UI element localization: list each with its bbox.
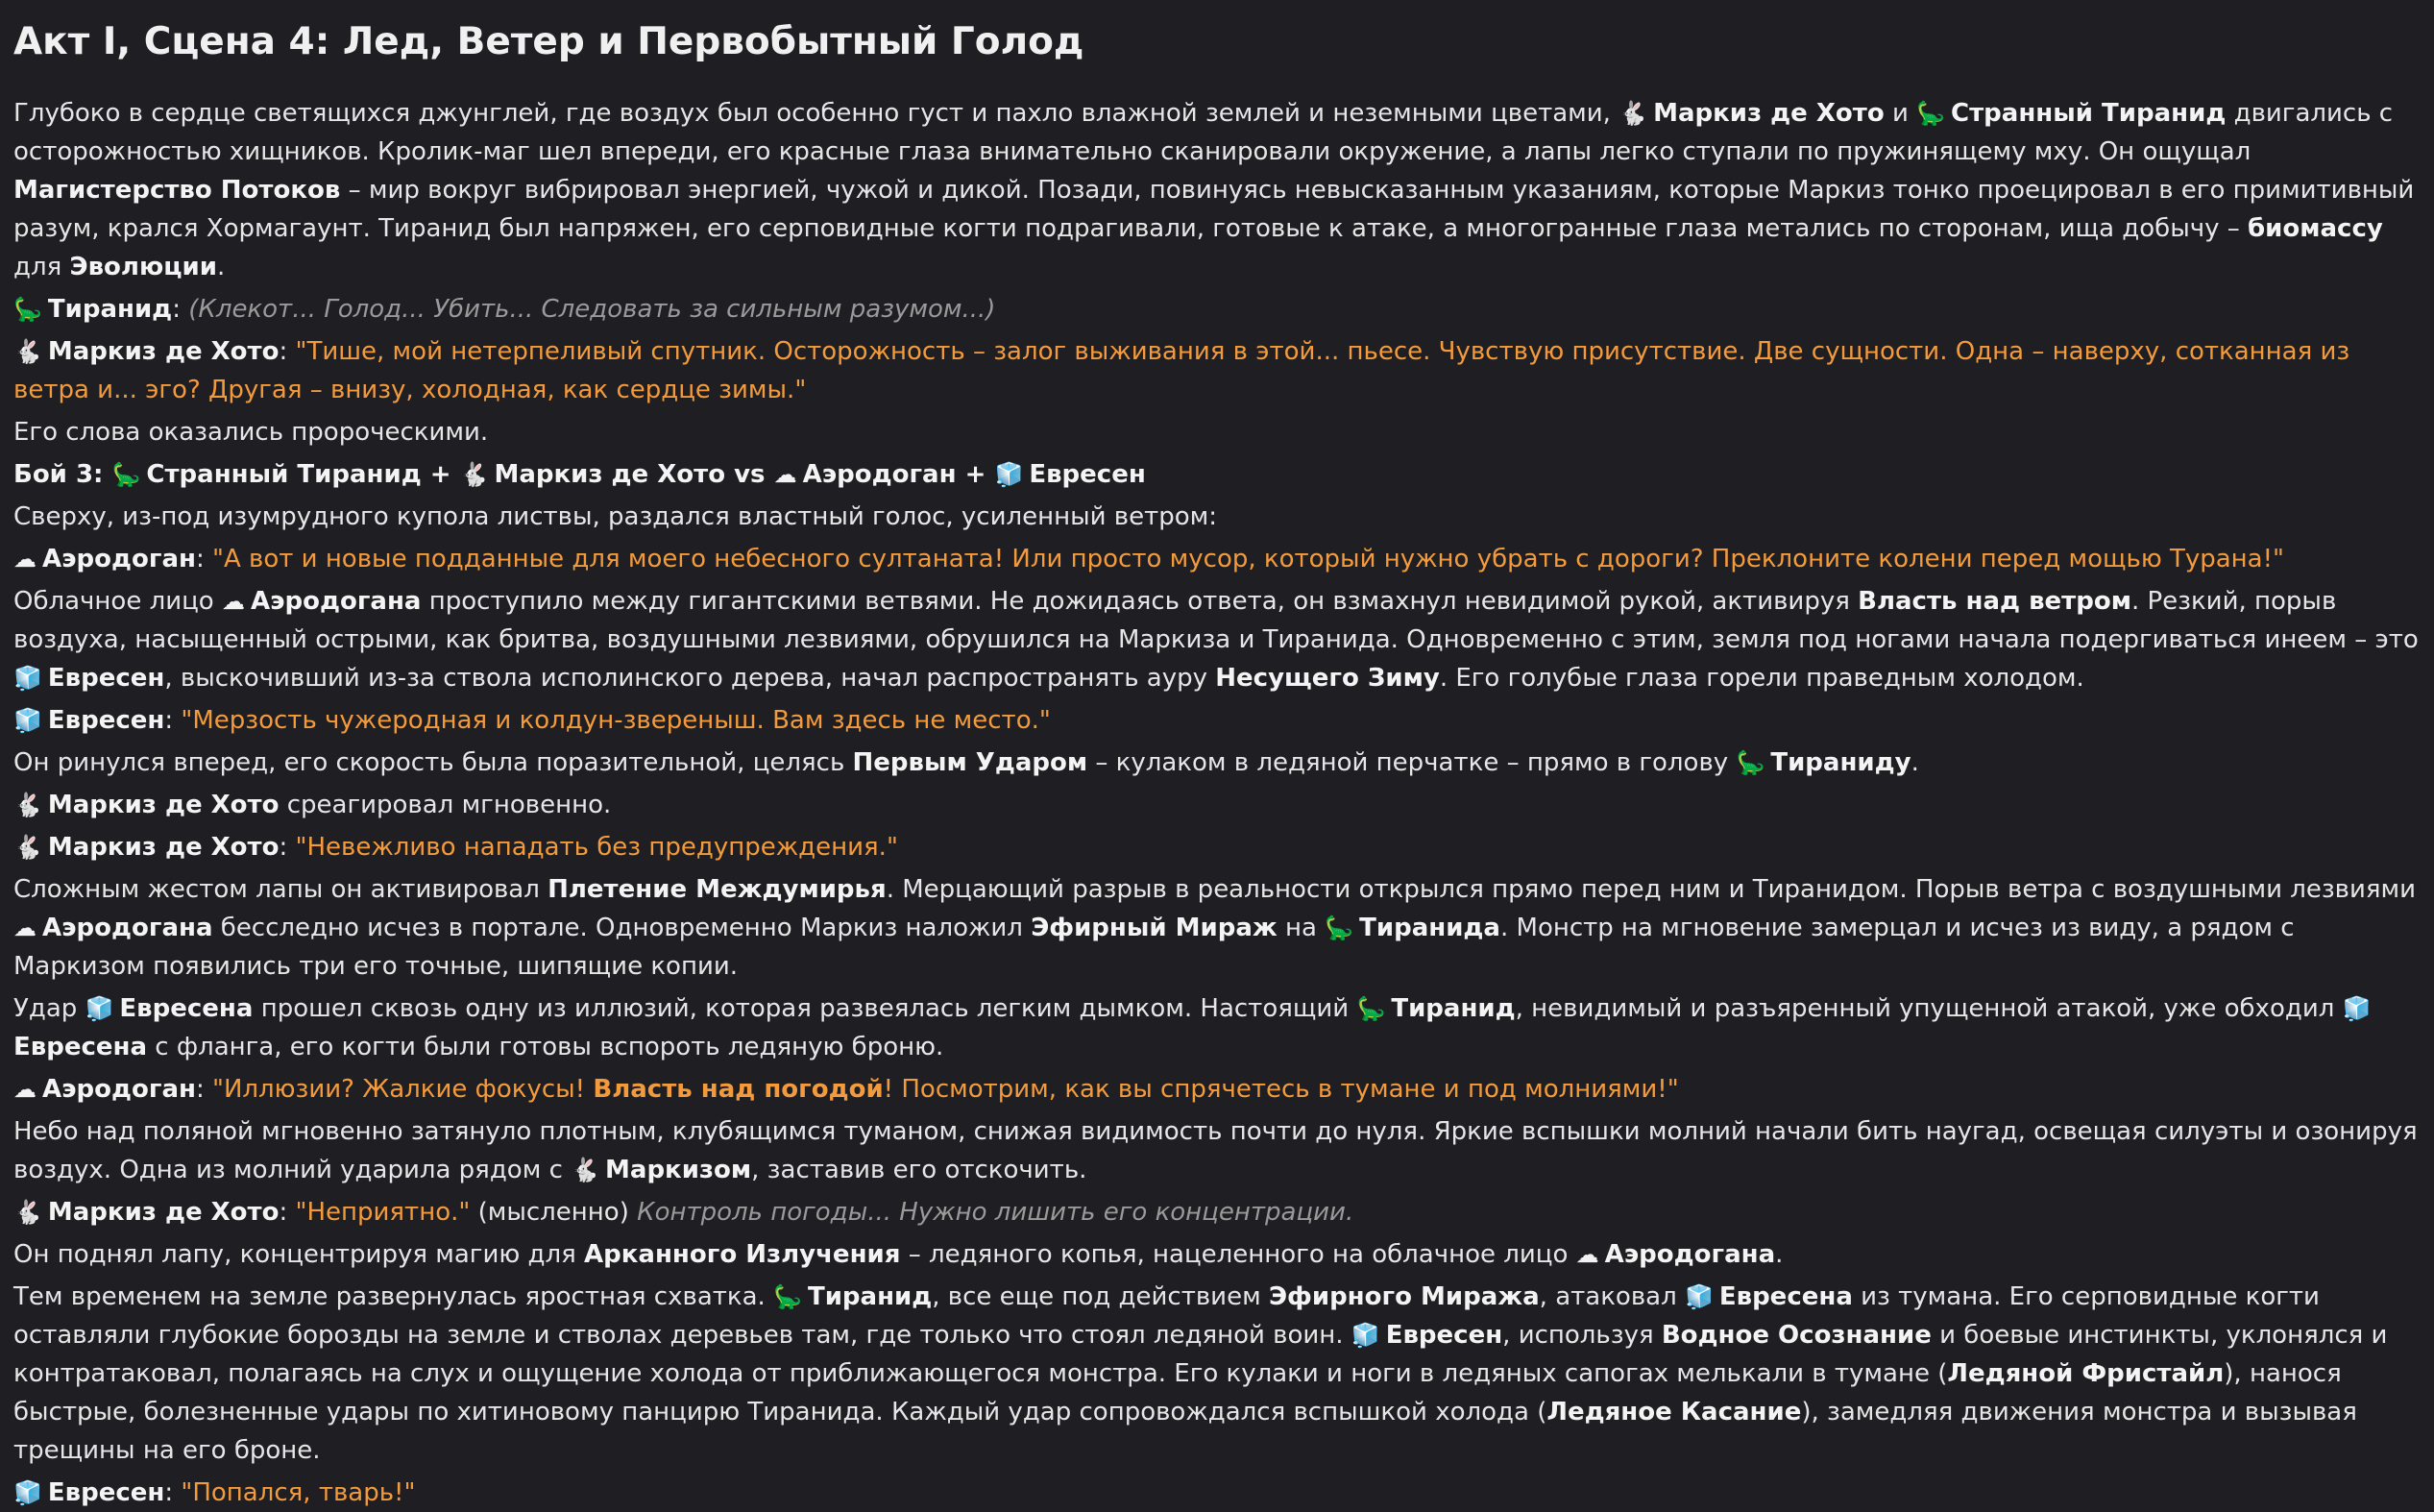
bold-term: Аэродогана — [1604, 1240, 1776, 1269]
text-segment: Его слова оказались пророческими. — [13, 418, 489, 447]
story-paragraph — [13, 1235, 2421, 1274]
bold-term: Аэродогана — [42, 914, 213, 942]
story-paragraph — [13, 290, 2421, 329]
speech-text: "Невежливо нападать без предупреждения." — [295, 833, 898, 862]
bold-term: Бой 3: — [13, 460, 112, 489]
bold-term: Евресена — [119, 994, 254, 1023]
text-segment: Сверху, из-под изумрудного купола листвы, раздался властный голос, усиленный ветром: — [13, 502, 1218, 531]
text-segment: ), замедляя движения монстра и вызывая трещины на его броне. — [13, 1398, 2357, 1465]
bold-term: Эфирный Мираж — [1031, 914, 1278, 942]
ice-cube-icon: 🧊 — [13, 1479, 42, 1506]
bold-term: Первым Ударом — [852, 748, 1088, 777]
tyranid-icon: 🦕 — [1325, 915, 1354, 941]
rabbit-icon: 🐇 — [1619, 100, 1648, 127]
speech-text: "Мерзость чужеродная и колдун-звереныш. Вам здесь не место." — [181, 706, 1051, 735]
bold-term: Аэродоган + — [802, 460, 995, 489]
text-segment: из тумана. Его серповидные когти оставляли глубокие борозды на земле и стволах деревьев там, где только что стоял ледяной воин. — [13, 1282, 2320, 1350]
text-segment: среагировал мгновенно. — [279, 791, 612, 819]
story-paragraph — [13, 332, 2421, 409]
story-paragraph — [13, 1193, 2421, 1232]
story-paragraph — [13, 455, 2421, 494]
text-segment: . Его голубые глаза горели праведным холодом. — [1439, 664, 2084, 693]
tyranid-icon: 🦕 — [773, 1283, 802, 1310]
ice-cube-icon: 🧊 — [994, 461, 1024, 488]
bold-term: Аэродогана — [250, 587, 422, 616]
text-segment: , все еще под действием — [932, 1282, 1269, 1311]
story-paragraph — [13, 1474, 2421, 1512]
rabbit-icon: 🐇 — [13, 792, 42, 818]
text-segment: : — [279, 337, 296, 366]
ice-cube-icon: 🧊 — [2342, 995, 2372, 1022]
ice-cube-icon: 🧊 — [1684, 1283, 1714, 1310]
text-segment: с фланга, его когти были готовы вспороть ледяную броню. — [147, 1033, 944, 1061]
bold-term: Эволюции — [69, 253, 217, 281]
story-body — [13, 94, 2421, 1512]
text-segment: , заставив его отскочить. — [751, 1156, 1087, 1184]
cloud-icon: ☁ — [13, 915, 37, 941]
story-paragraph — [13, 540, 2421, 578]
bold-term: Арканного Излучения — [584, 1240, 901, 1269]
text-segment: на — [1277, 914, 1326, 942]
text-segment: . Монстр на мгновение замерцал и исчез из виду, а рядом с Маркизом появились три его точные, шипящие копии. — [13, 914, 2295, 981]
rabbit-icon: 🐇 — [13, 834, 42, 861]
text-segment: , невидимый и разъяренный упущенной атакой, уже обходил — [1515, 994, 2343, 1023]
text-segment: Небо над поляной мгновенно затянуло плотным, клубящимся туманом, снижая видимость почти до нуля. Яркие вспышки молний начали бить наугад, освещая силуэты и озонируя воздух. Одна из молний ударила рядом с — [13, 1117, 2418, 1184]
text-segment: Он ринулся вперед, его скорость была поразительной, целясь — [13, 748, 853, 777]
text-segment: ), нанося быстрые, болезненные удары по хитиновому панцирю Тиранида. Каждый удар сопровождался вспышкой холода ( — [13, 1359, 2342, 1427]
bold-term: Тираниду — [1770, 748, 1911, 777]
bold-term: Плетение Междумирья — [548, 875, 887, 904]
text-segment: двигались с осторожностью хищников. Кролик-маг шел впереди, его красные глаза внимательно сканировали окружение, а лапы легко ступали по пружинящему мху. Он ощущал — [13, 99, 2394, 166]
bold-term: Эфирного Миража — [1268, 1282, 1540, 1311]
text-segment: и боевые инстинкты, уклонялся и контратаковал, полагаясь на слух и ощущение холода от приближающегося монстра. Его кулаки и ноги в ледяных сапогах мелькали в тумане ( — [13, 1321, 2388, 1388]
text-segment: и — [1884, 99, 1917, 128]
text-segment: . — [1911, 748, 1919, 777]
thought-text: Контроль погоды... Нужно лишить его концентрации. — [637, 1198, 1354, 1227]
rabbit-icon: 🐇 — [571, 1157, 600, 1183]
tyranid-icon: 🦕 — [13, 296, 42, 323]
text-segment: : — [164, 1478, 182, 1507]
ice-cube-icon: 🧊 — [1351, 1322, 1380, 1349]
ice-cube-icon: 🧊 — [13, 665, 42, 692]
bold-term: Ледяное Касание — [1546, 1398, 1802, 1427]
cloud-icon: ☁ — [221, 588, 245, 615]
bold-term: Тиранид — [807, 1282, 933, 1311]
cloud-icon: ☁ — [773, 461, 797, 488]
speech-text: "А вот и новые подданные для моего небесного султаната! Или просто мусор, который нужно убрать с дороги? Преклоните колени перед мощью Турана!" — [212, 545, 2284, 573]
text-segment: – мир вокруг вибрировал энергией, чужой и дикой. Позади, повинуясь невысказанным указаниям, которые Маркиз тонко проецировал в его примитивный разум, крался Хормагаунт. Тиранид был напряжен, его серповидные когти подрагивали, готовые к атаке, а многогранные глаза метались по сторонам, ища добычу – — [13, 176, 2415, 243]
text-segment: (мысленно) — [470, 1198, 638, 1227]
story-paragraph — [13, 582, 2421, 697]
speech-text: "Неприятно." — [295, 1198, 471, 1227]
bold-term: Маркиз де Хото vs — [494, 460, 774, 489]
rabbit-icon: 🐇 — [459, 461, 489, 488]
bold-term: Маркиз де Хото — [47, 337, 280, 366]
bold-term: Евресен — [47, 664, 165, 693]
text-segment: , атаковал — [1539, 1282, 1685, 1311]
bold-term: Евресен — [47, 1478, 165, 1507]
story-paragraph — [13, 94, 2421, 286]
story-paragraph — [13, 786, 2421, 824]
bold-term: Евресена — [13, 1033, 148, 1061]
ice-cube-icon: 🧊 — [13, 707, 42, 734]
text-segment: бесследно исчез в портале. Одновременно Маркиз наложил — [212, 914, 1032, 942]
text-segment: . Мерцающий разрыв в реальности открылся прямо перед ним и Тиранидом. Порыв ветра с воздушными лезвиями — [886, 875, 2417, 904]
text-segment: Сложным жестом лапы он активировал — [13, 875, 548, 904]
bold-term: Маркиз де Хото — [47, 1198, 280, 1227]
bold-term: Маркизом — [605, 1156, 752, 1184]
text-segment: : — [195, 1075, 212, 1104]
text-segment: Удар — [13, 994, 85, 1023]
tyranid-icon: 🦕 — [111, 461, 141, 488]
story-paragraph — [13, 1278, 2421, 1470]
text-segment: , используя — [1502, 1321, 1662, 1350]
text-segment: – кулаком в ледяной перчатке – прямо в голову — [1087, 748, 1737, 777]
story-paragraph — [13, 989, 2421, 1066]
ice-cube-icon: 🧊 — [85, 995, 114, 1022]
text-segment: – ледяного копья, нацеленного на облачное лицо — [900, 1240, 1576, 1269]
story-paragraph — [13, 701, 2421, 740]
bold-term: Евресен — [47, 706, 165, 735]
cloud-icon: ☁ — [1575, 1241, 1599, 1268]
bold-term: Маркиз де Хото — [47, 791, 280, 819]
bold-term: Евресена — [1718, 1282, 1853, 1311]
text-segment: : — [195, 545, 212, 573]
text-segment: Облачное лицо — [13, 587, 222, 616]
story-paragraph — [13, 870, 2421, 986]
speech-text: Власть над погодой — [593, 1075, 884, 1104]
tyranid-icon: 🦕 — [1736, 749, 1765, 776]
bold-term: биомассу — [2248, 214, 2383, 243]
bold-term: Власть над ветром — [1858, 587, 2131, 616]
text-segment: . — [216, 253, 226, 281]
bold-term: Странный Тиранид — [1951, 99, 2227, 128]
cloud-icon: ☁ — [13, 546, 37, 573]
bold-term: Тиранид — [1391, 994, 1516, 1023]
speech-text: ! Посмотрим, как вы спрячетесь в тумане и под молниями!" — [883, 1075, 1679, 1104]
bold-term: Ледяной Фристайл — [1947, 1359, 2225, 1388]
text-segment: Глубоко в сердце светящихся джунглей, где воздух был особенно густ и пахло влажной землей и неземными цветами, — [13, 99, 1619, 128]
tyranid-icon: 🦕 — [1916, 100, 1946, 127]
bold-term: Странный Тиранид + — [146, 460, 460, 489]
speech-text: "Попался, тварь!" — [181, 1478, 416, 1507]
story-paragraph — [13, 1112, 2421, 1189]
rabbit-icon: 🐇 — [13, 338, 42, 365]
story-paragraph — [13, 413, 2421, 451]
tyranid-icon: 🦕 — [1356, 995, 1386, 1022]
story-paragraph — [13, 828, 2421, 866]
text-segment: : — [279, 1198, 296, 1227]
bold-term: Аэродоган — [42, 1075, 196, 1104]
bold-term: Маркиз де Хото — [1653, 99, 1885, 128]
rabbit-icon: 🐇 — [13, 1199, 42, 1226]
bold-term: Тиранид — [47, 295, 173, 324]
bold-term: Несущего Зиму — [1215, 664, 1440, 693]
text-segment: : — [164, 706, 182, 735]
speech-text: "Тише, мой нетерпеливый спутник. Осторожность – залог выживания в этой... пьесе. Чувствую присутствие. Две сущности. Одна – наверху, сотканная из ветра и... эго? Другая – внизу, холодная, как сердце зимы." — [13, 337, 2350, 404]
text-segment: . — [1775, 1240, 1784, 1269]
speech-text: "Иллюзии? Жалкие фокусы! — [212, 1075, 594, 1104]
bold-term: Маркиз де Хото — [47, 833, 280, 862]
scene-title: Акт I, Сцена 4: Лед, Ветер и Первобытный Голод — [13, 20, 1084, 63]
cloud-icon: ☁ — [13, 1076, 37, 1103]
text-segment: : — [172, 295, 189, 324]
text-segment: Тем временем на земле развернулась яростная схватка. — [13, 1282, 774, 1311]
story-paragraph — [13, 744, 2421, 782]
story-paragraph — [13, 1070, 2421, 1109]
bold-term: Магистерство Потоков — [13, 176, 341, 205]
thought-text: (Клекот... Голод... Убить... Следовать за сильным разумом...) — [188, 295, 996, 324]
bold-term: Водное Осознание — [1661, 1321, 1932, 1350]
bold-term: Евресен — [1029, 460, 1146, 489]
text-segment: . Резкий, порыв воздуха, насыщенный острыми, как бритва, воздушными лезвиями, обрушился на Маркиза и Тиранида. Одновременно с этим, земля под ногами начала подергиваться инеем – это — [13, 587, 2419, 654]
text-segment: прошел сквозь одну из иллюзий, которая развеялась легким дымком. Настоящий — [253, 994, 1357, 1023]
text-segment: : — [279, 833, 296, 862]
text-segment: проступило между гигантскими ветвями. Не дожидаясь ответа, он взмахнул невидимой рукой, активируя — [421, 587, 1859, 616]
bold-term: Аэродоган — [42, 545, 196, 573]
text-segment: , выскочивший из-за ствола исполинского дерева, начал распространять ауру — [164, 664, 1216, 693]
text-segment: для — [13, 253, 70, 281]
text-segment: Он поднял лапу, концентрируя магию для — [13, 1240, 585, 1269]
bold-term: Тиранида — [1359, 914, 1500, 942]
story-paragraph — [13, 498, 2421, 536]
bold-term: Евресен — [1385, 1321, 1503, 1350]
